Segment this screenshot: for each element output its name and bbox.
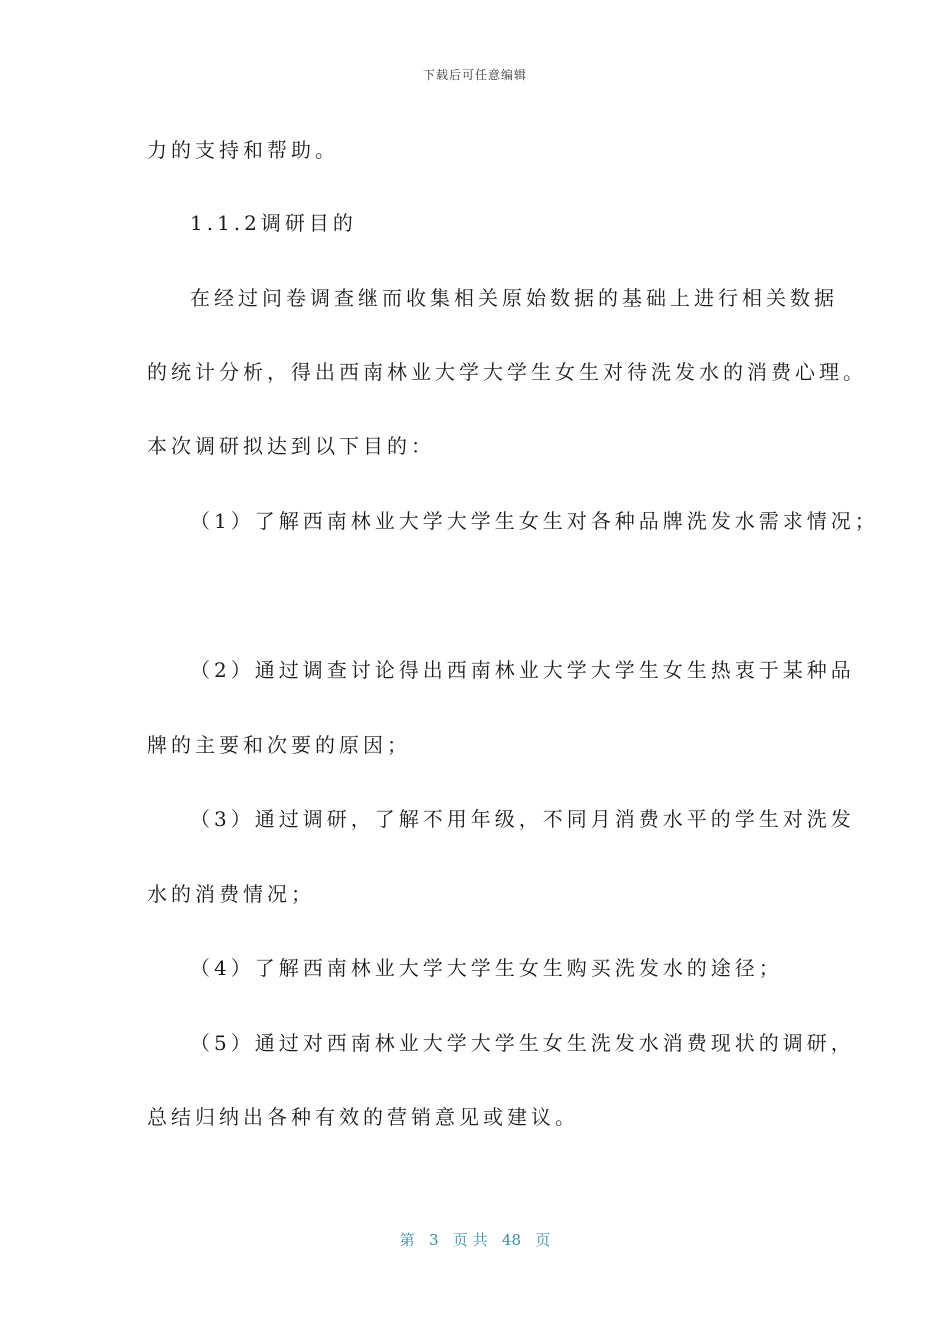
footer-prefix: 第 bbox=[399, 1231, 415, 1249]
body-line: 本次调研拟达到以下目的： bbox=[147, 434, 435, 458]
list-item: （4）了解西南林业大学大学生女生购买洗发水的途径； bbox=[190, 956, 783, 980]
body-line: 的统计分析，得出西南林业大学大学生女生对待洗发水的消费心理。 bbox=[147, 360, 867, 384]
list-item: （5）通过对西南林业大学大学生女生洗发水消费现状的调研， bbox=[190, 1031, 855, 1055]
body-line: 力的支持和帮助。 bbox=[147, 138, 339, 162]
body-line: 在经过问卷调查继而收集相关原始数据的基础上进行相关数据 bbox=[190, 286, 838, 310]
list-item-continuation: 水的消费情况； bbox=[147, 882, 315, 906]
list-item: （1）了解西南林业大学大学生女生对各种品牌洗发水需求情况； bbox=[190, 509, 879, 533]
header-note: 下载后可任意编辑 bbox=[422, 68, 527, 82]
total-pages: 48 bbox=[501, 1231, 522, 1249]
section-heading: 1.1.2调研目的 bbox=[190, 211, 357, 235]
list-item: （3）通过调研，了解不用年级，不同月消费水平的学生对洗发 bbox=[190, 807, 855, 831]
list-item: （2）通过调查讨论得出西南林业大学大学生女生热衷于某种品 bbox=[190, 658, 855, 682]
list-item-continuation: 总结归纳出各种有效的营销意见或建议。 bbox=[147, 1105, 579, 1129]
page-footer bbox=[0, 1229, 950, 1250]
page-number: 3 bbox=[428, 1231, 439, 1249]
footer-middle: 页 共 bbox=[452, 1231, 488, 1249]
list-item-continuation: 牌的主要和次要的原因； bbox=[147, 733, 411, 757]
footer-suffix: 页 bbox=[535, 1231, 551, 1249]
